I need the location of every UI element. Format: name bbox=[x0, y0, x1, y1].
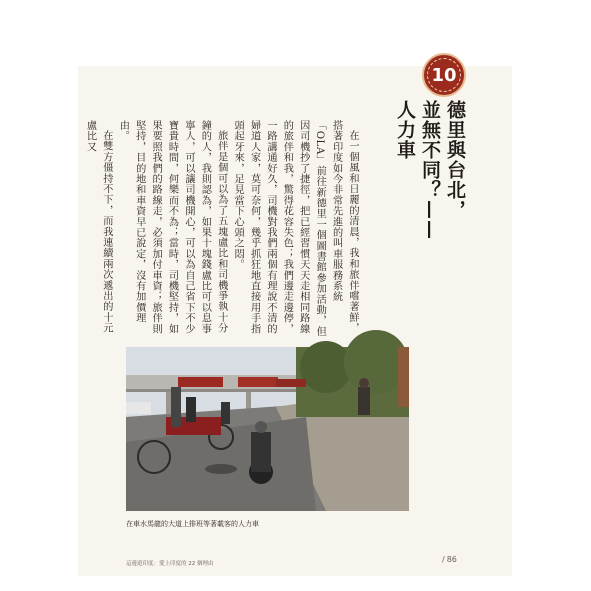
title-line-1: 德里與台北， bbox=[444, 100, 466, 220]
title-line-2: 並無不同？—— bbox=[419, 100, 441, 240]
photo-caption: 在車水馬龍的大道上排班等著載客的人力車 bbox=[126, 520, 259, 528]
street-photo bbox=[126, 347, 409, 511]
body-text bbox=[84, 120, 360, 338]
chapter-title bbox=[395, 100, 464, 290]
title-line-3: 人力車 bbox=[394, 100, 416, 160]
paragraph: 旅伴是個可以為了五塊盧比和司機爭執十分鐘的人，我則認為，如果十塊錢盧比可以息事寧人，可以讓司機開心，可以為自己省下不少寶貴時間，何樂而不為；當時，司機堅持，如果要照我們的路線走，必須加付車資；旅伴則堅持，目的地和車資早已說定，沒有加價理由。 bbox=[117, 120, 227, 334]
chapter-badge bbox=[422, 53, 466, 97]
paragraph: 在一個風和日麗的清晨，我和旅伴嚐著鮮，搭著印度如今非常先進的叫車服務系統「OLA」前往新德里一個圖書館參加活動，但因司機抄了捷徑，把已經習慣天天走相同路線的旅伴和我，驚得花容失色；我們邊走邊停，一路講通好久，司機對我們兩個有理說不清的婦道人家，莫可奈何，幾乎抓狂地直接用手指頭起牙來，足見當下心頭之悶。 bbox=[232, 120, 358, 337]
page-number-separator: / bbox=[442, 555, 445, 564]
running-footer: 這邊遊印度：愛上印度的 22 個理由 bbox=[126, 561, 214, 567]
chapter-number: 10 bbox=[431, 64, 457, 86]
paragraph: 在雙方僵持不下，而我連續兩次遞出的十元盧比又 bbox=[84, 120, 112, 334]
page-number-value: 86 bbox=[446, 555, 457, 564]
page-number bbox=[442, 555, 457, 564]
